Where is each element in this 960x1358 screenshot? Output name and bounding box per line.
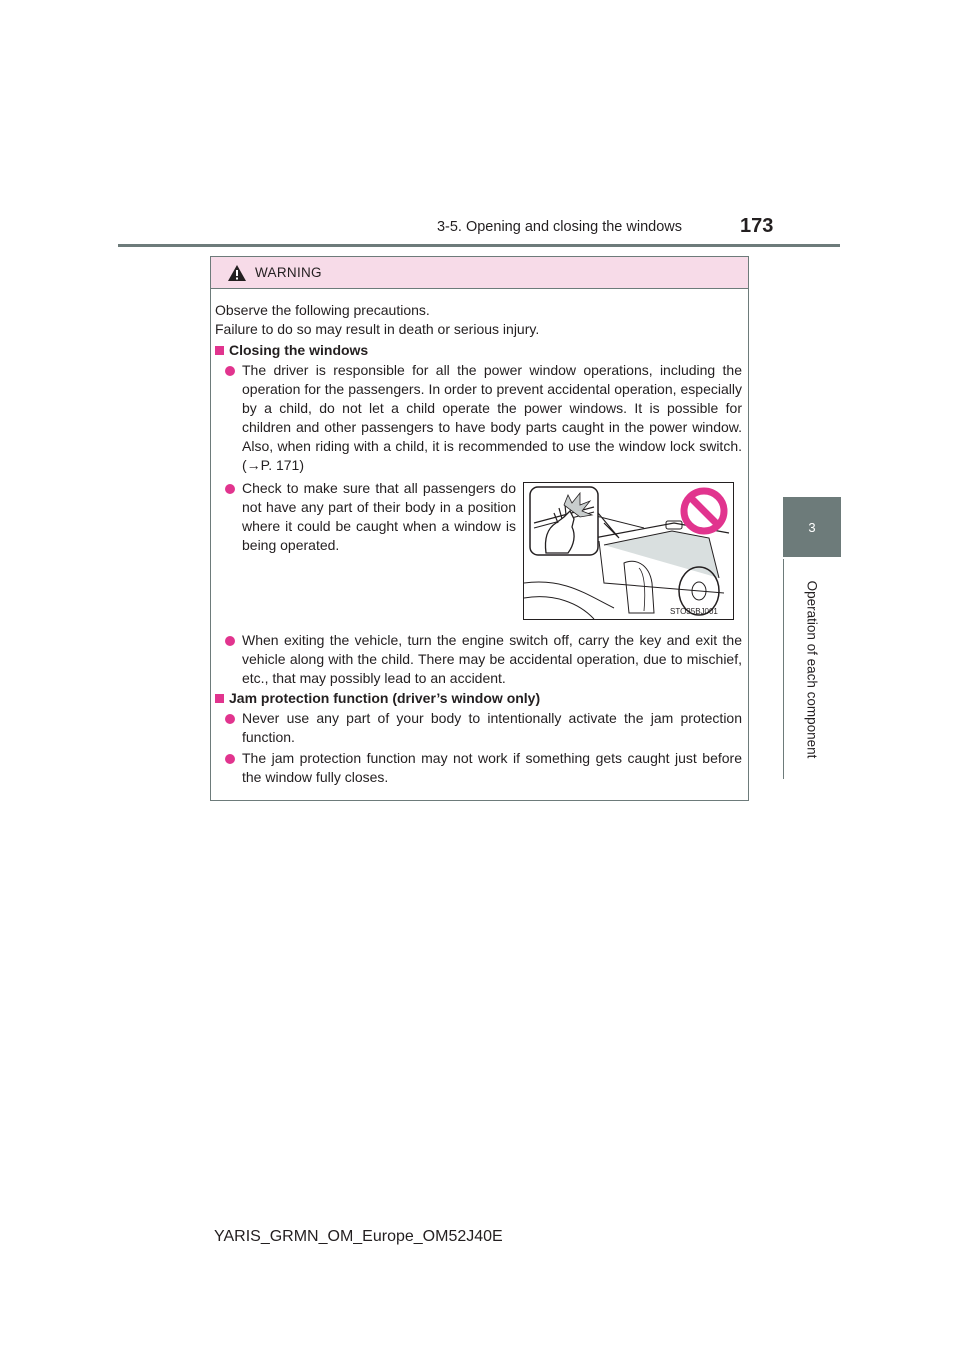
bullet-exiting-vehicle [225, 631, 742, 688]
illustration-hand-caught-in-window [523, 482, 734, 620]
warning-intro [215, 301, 742, 339]
bullet-text: The jam protection function may not work if something gets caught just before the window fully closes. [242, 750, 742, 785]
bullet-never-use-body [225, 709, 742, 747]
warning-triangle-icon [227, 264, 247, 282]
section-square-icon [215, 694, 224, 703]
bullet-text: Never use any part of your body to intentionally activate the jam protection function. [242, 710, 742, 745]
car-interior-illustration [524, 483, 733, 619]
section-square-icon [215, 346, 224, 355]
bullet-text: When exiting the vehicle, turn the engine switch off, carry the key and exit the vehicle along with the child. There may be accidental operation, due to mischief, etc., that may possibly lead to an accident. [242, 632, 742, 686]
warning-label: WARNING [255, 265, 322, 280]
bullet-may-not-work [225, 749, 742, 787]
bullet-dot-icon [225, 366, 235, 376]
page-number: 173 [740, 215, 774, 237]
bullet-dot-icon [225, 714, 235, 724]
intro-line-2: Failure to do so may result in death or serious injury. [215, 321, 540, 337]
footer-doc-code: YARIS_GRMN_OM_Europe_OM52J40E [214, 1228, 503, 1245]
bullet-driver-responsible [225, 361, 742, 475]
section-title: Closing the windows [229, 342, 369, 358]
section-closing-windows [215, 341, 368, 360]
warning-box [210, 256, 749, 801]
header-section-title: 3-5. Opening and closing the windows [436, 219, 682, 235]
intro-line-1: Observe the following precautions. [215, 302, 430, 318]
warning-header [211, 257, 748, 289]
bullet-dot-icon [225, 484, 235, 494]
bullet-dot-icon [225, 754, 235, 764]
section-jam-protection [215, 689, 540, 708]
chapter-tab [783, 497, 841, 557]
bullet-text: Check to make sure that all passengers do not have any part of their body in a position where it could be caught when a window is being operated. [242, 480, 516, 553]
illustration-code: STO35BJ001 [670, 607, 718, 616]
chapter-number: 3 [808, 519, 816, 535]
bullet-dot-icon [225, 636, 235, 646]
bullet-text: The driver is responsible for all the power window operations, including the operation for the passengers. In order to prevent accidental operation, especially by a child, do not let a child operate the power windows. It is possible for children and other passengers to have body parts caught in the power window. Also, when riding with a child, it is recommended to use the window lock switch. (→P. 171) [242, 362, 742, 473]
header-rule [118, 244, 840, 247]
chapter-title: Operation of each component [804, 580, 820, 758]
chapter-title-container [783, 560, 841, 778]
section-title: Jam protection function (driver’s window only) [229, 690, 541, 706]
bullet-check-passengers [225, 479, 516, 555]
